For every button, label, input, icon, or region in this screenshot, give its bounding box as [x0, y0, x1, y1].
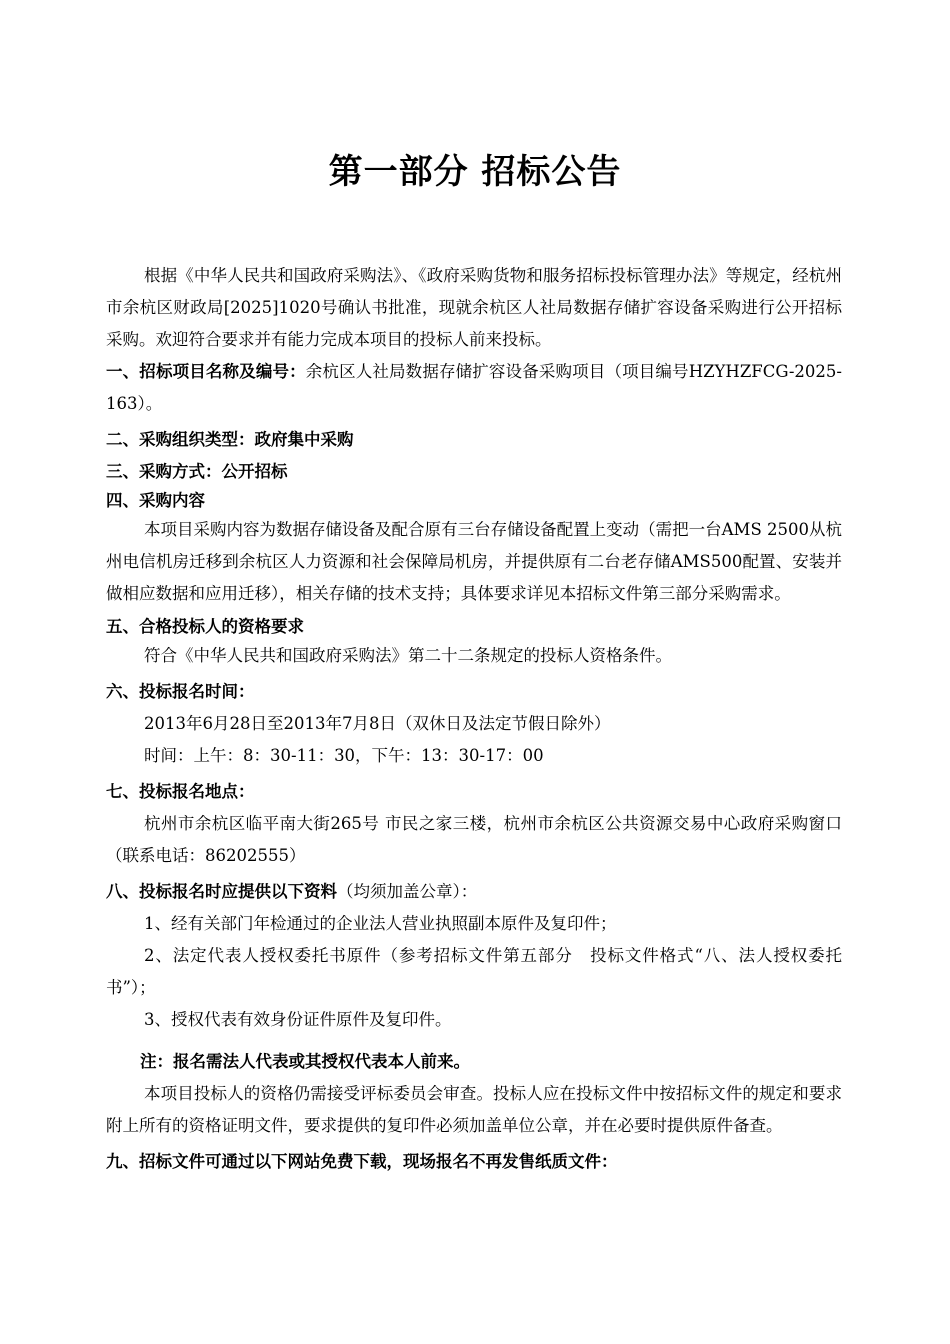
section-4-heading: 四、采购内容 — [106, 491, 205, 510]
required-doc-item: 1、经有关部门年检通过的企业法人营业执照副本原件及复印件； — [144, 914, 617, 933]
section-4-text: 本项目采购内容为数据存储设备及配合原有三台存储设备配置上变动（需把一台AMS 2500从杭州电信机房迁移到余杭区人力资源和社会保障局机房，并提供原有二台老存储AMS500配置、安装并做相应数据和应用迁移），相关存储的技术支持；具体要求详见本招标文件第三部分采购需求。 — [106, 520, 842, 603]
section-7-heading: 七、投标报名地点： — [106, 782, 255, 801]
section-6-heading: 六、投标报名时间： — [106, 682, 255, 701]
section-1 — [106, 356, 842, 420]
page-title: 第一部分 招标公告 — [328, 152, 622, 192]
registration-address: 杭州市余杭区临平南大街265号 市民之家三楼，杭州市余杭区公共资源交易中心政府采购窗口（联系电话：86202555） — [106, 814, 842, 865]
required-doc-item: 2、法定代表人授权委托书原件（参考招标文件第五部分 投标文件格式“八、法人授权委托书”）； — [106, 946, 842, 997]
section-8-heading: 八、投标报名时应提供以下资料 — [106, 882, 337, 901]
section-1-text: 余杭区人社局数据存储扩容设备采购项目（项目编号HZYHZFCG-2025-163）。 — [106, 362, 842, 413]
section-9-heading: 九、招标文件可通过以下网站免费下载，现场报名不再发售纸质文件： — [106, 1152, 618, 1171]
registration-time: 时间：上午：8：30-11：30，下午：13：30-17：00 — [144, 746, 544, 765]
section-8-heading-suffix: （均须加盖公章）： — [337, 882, 478, 901]
section-8-heading-line — [106, 876, 842, 908]
section-3-heading: 三、采购方式：公开招标 — [106, 462, 288, 481]
registration-note: 注：报名需法人代表或其授权代表本人前来。 — [140, 1052, 470, 1071]
registration-date: 2013年6月28日至2013年7月8日（双休日及法定节假日除外） — [144, 714, 611, 733]
section-2-heading: 二、采购组织类型：政府集中采购 — [106, 430, 354, 449]
section-5-heading: 五、合格投标人的资格要求 — [106, 617, 304, 636]
section-1-heading: 一、招标项目名称及编号： — [106, 362, 306, 381]
section-5-text: 符合《中华人民共和国政府采购法》第二十二条规定的投标人资格条件。 — [144, 646, 672, 665]
qualification-review: 本项目投标人的资格仍需接受评标委员会审查。投标人应在投标文件中按招标文件的规定和要求附上所有的资格证明文件，要求提供的复印件必须加盖单位公章，并在必要时提供原件备查。 — [106, 1084, 842, 1135]
required-doc-item: 3、授权代表有效身份证件原件及复印件。 — [144, 1010, 452, 1029]
intro-paragraph: 根据《中华人民共和国政府采购法》、《政府采购货物和服务招标投标管理办法》等规定，经杭州市余杭区财政局[2025]1020号确认书批准，现就余杭区人社局数据存储扩容设备采购进行公开招标采购。欢迎符合要求并有能力完成本项目的投标人前来投标。 — [106, 266, 842, 349]
document-body — [106, 260, 842, 1178]
